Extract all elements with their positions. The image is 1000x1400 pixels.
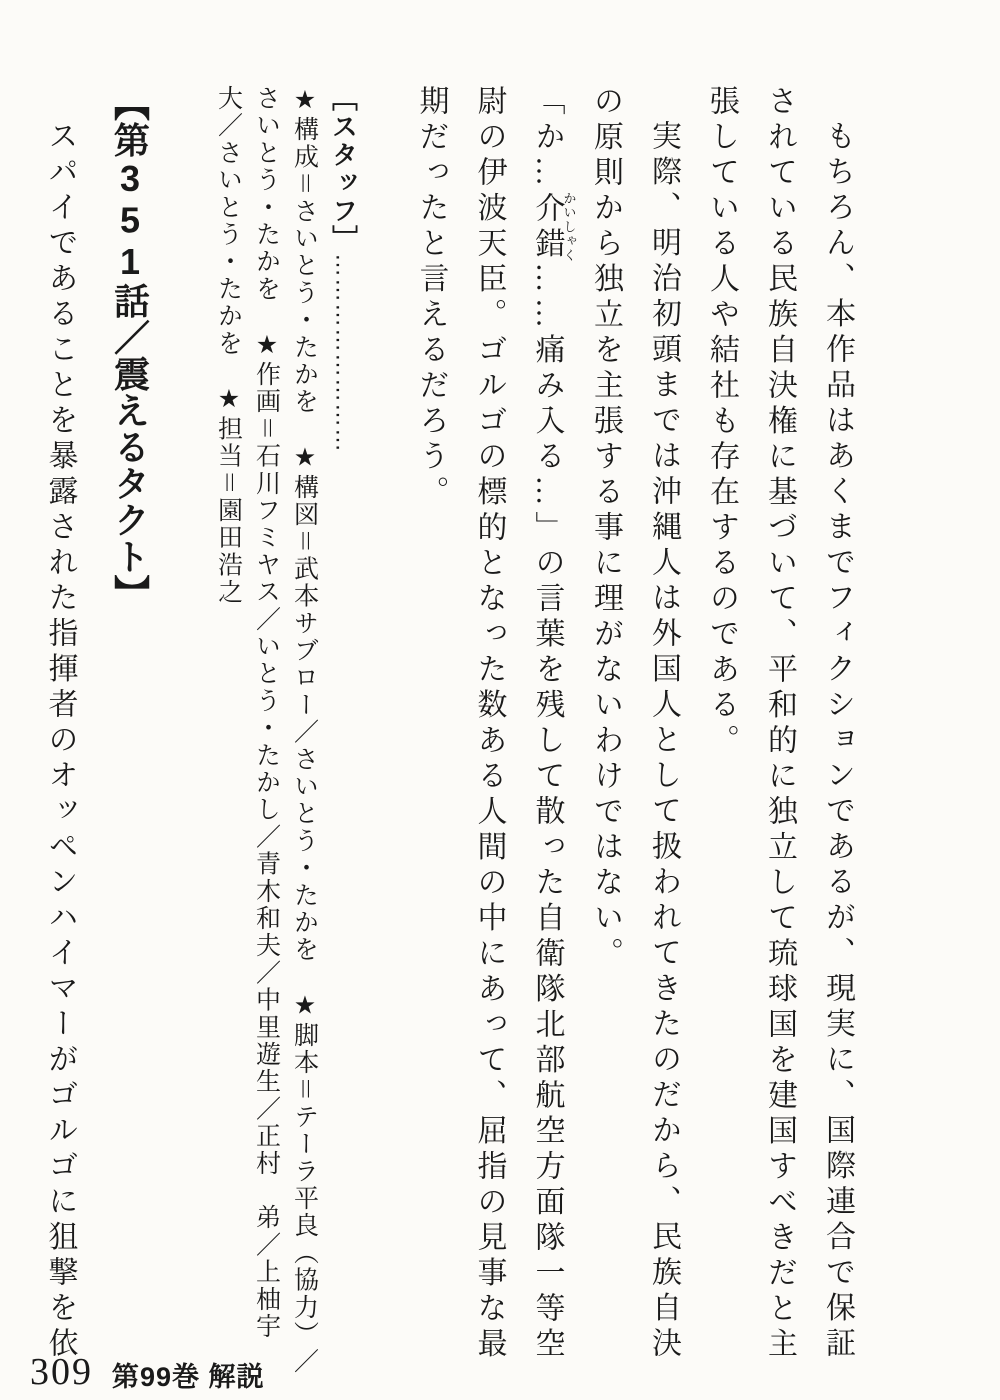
page-number: 309 <box>30 1351 93 1393</box>
staff-section <box>210 85 364 1376</box>
quote-pre: 「か… <box>530 85 564 192</box>
ruby-annotation <box>530 191 577 263</box>
staff-header-line <box>324 85 364 1363</box>
body-line: されている民族自決権に基づいて、平和的に独立して琉球国を建国すべきだと主 <box>763 85 796 1363</box>
staff-header-label: ［スタッフ］ <box>328 85 359 253</box>
body-line: もちろん、本作品はあくまでフィクションであるが、現実に、国際連合で保証 <box>821 120 854 1363</box>
chapter-title-pre: 【第 <box>109 85 151 158</box>
body-line: スパイであることを暴露された指揮者のオッペンハイマーがゴルゴに狙撃を依 <box>43 120 77 1363</box>
volume-label: 第99巻 解説 <box>112 1362 265 1392</box>
body-line: 実際、明治初頭までは沖縄人は外国人として扱われてきたのだから、民族自決 <box>647 120 680 1363</box>
ruby-base: 介錯 <box>530 191 564 263</box>
body-line: 張している人や結社も存在するのである。 <box>705 85 738 760</box>
staff-dotted-leader: …………………… <box>330 253 358 453</box>
chapter-number: 351 <box>109 158 151 283</box>
body-line-quote <box>518 85 577 1363</box>
body-line: の原則から独立を主張する事に理がないわけではない。 <box>589 85 622 973</box>
staff-credit-line: さいとう・たかを ★作画＝石川フミヤス／いとう・たかし／青木和夫／中里遊生／正村 弟／上柚宇 <box>252 85 281 1341</box>
staff-credit-line: ★構成＝さいとう・たかを ★構図＝武本サブロー／さいとう・たかを ★脚本＝テーラ平良（協力）／ <box>290 85 319 1376</box>
chapter-title-post: 話／震えるタクト】 <box>109 282 151 611</box>
body-line: 尉の伊波天臣。ゴルゴの標的となった数ある人間の中にあって、屈指の見事な最 <box>472 85 506 1363</box>
ruby-furigana: かいしゃく <box>561 191 577 263</box>
body-line: 期だったと言えるだろう。 <box>414 85 448 511</box>
quote-post: ……痛み入る…」の言葉を残して散った自衛隊北部航空方面隊一等空 <box>530 262 564 1363</box>
staff-credit-line: 大／さいとう・たかを ★担当＝園田浩之 <box>214 85 243 606</box>
chapter-title <box>105 85 155 1363</box>
